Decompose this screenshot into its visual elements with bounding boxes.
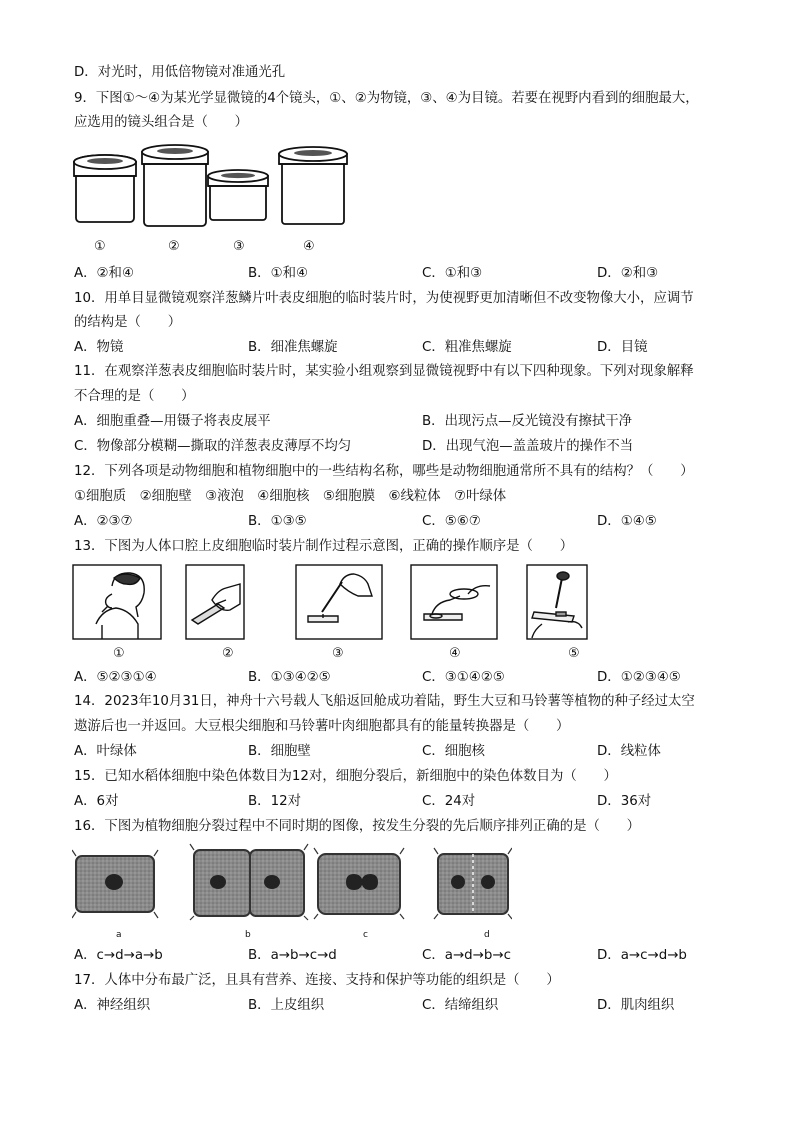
q9-option-b[interactable]: B．①和④ <box>248 266 308 281</box>
step-3-drip-liquid-icon <box>296 565 382 639</box>
cell-d-icon <box>434 848 512 919</box>
q14-option-a[interactable]: A．叶绿体 <box>74 744 137 759</box>
q16-option-b[interactable]: B．a→b→c→d <box>248 948 337 963</box>
lens-1-icon <box>74 155 136 222</box>
q14-stem-line2: 遨游后也一并返回。大豆根尖细胞和马铃薯叶肉细胞都具有的能量转换器是（ ） <box>74 719 570 734</box>
q13-label-2: ② <box>222 646 234 661</box>
q16-option-c[interactable]: C．a→d→b→c <box>422 948 511 963</box>
lens-4-icon <box>279 147 347 224</box>
q17-option-d[interactable]: D．肌肉组织 <box>597 998 675 1013</box>
q16-option-a[interactable]: A．c→d→a→b <box>74 948 163 963</box>
q9-label-1: ① <box>94 239 106 254</box>
q13-label-4: ④ <box>449 646 461 661</box>
step-4-cover-slip-icon <box>411 565 497 639</box>
lens-3-icon <box>208 170 268 220</box>
q17-option-a[interactable]: A．神经组织 <box>74 998 151 1013</box>
q13-option-a[interactable]: A．⑤②③①④ <box>74 670 157 685</box>
q16-label-c: c <box>363 930 368 940</box>
q9-label-3: ③ <box>233 239 245 254</box>
q13-option-b[interactable]: B．①③④②⑤ <box>248 670 331 685</box>
q14-option-b[interactable]: B．细胞壁 <box>248 744 311 759</box>
q16-stem-line1: 16．下图为植物细胞分裂过程中不同时期的图像，按发生分裂的先后顺序排列正确的是（ ） <box>74 819 641 834</box>
q13-option-c[interactable]: C．③①④②⑤ <box>422 670 505 685</box>
q11-stem-line1: 11．在观察洋葱表皮细胞临时装片时，某实验小组观察到显微镜视野中有以下四种现象。下列对现象解释 <box>74 364 694 379</box>
q16-label-a: a <box>116 930 122 940</box>
q13-label-1: ① <box>113 646 125 661</box>
q12-stem-line1: 12．下列各项是动物细胞和植物细胞中的一些结构名称，哪些是动物细胞通常所不具有的结构？（ ） <box>74 464 694 479</box>
q11-stem-line2: 不合理的是（ ） <box>74 389 195 404</box>
q11-option-d[interactable]: D．出现气泡—盖盖玻片的操作不当 <box>422 439 634 454</box>
q14-stem-line1: 14．2023年10月31日，神舟十六号载人飞船返回舱成功着陆，野生大豆和马铃薯等植物的种子经过太空 <box>74 694 695 709</box>
q10-option-b[interactable]: B．细准焦螺旋 <box>248 340 338 355</box>
q17-stem-line1: 17．人体中分布最广泛，且具有营养、连接、支持和保护等功能的组织是（ ） <box>74 973 560 988</box>
step-5-stain-icon <box>527 565 587 639</box>
q10-option-a[interactable]: A．物镜 <box>74 340 124 355</box>
q12-option-b[interactable]: B．①③⑤ <box>248 514 307 529</box>
q11-option-b[interactable]: B．出现污点—反光镜没有擦拭干净 <box>422 414 633 429</box>
q16-label-b: b <box>245 930 251 940</box>
q8-option-d: D．对光时，用低倍物镜对准通光孔 <box>74 65 286 80</box>
q13-label-5: ⑤ <box>568 646 580 661</box>
q12-option-a[interactable]: A．②③⑦ <box>74 514 133 529</box>
q11-option-a[interactable]: A．细胞重叠—用镊子将表皮展平 <box>74 414 271 429</box>
q12-stem-line2: ①细胞质 ②细胞壁 ③液泡 ④细胞核 ⑤细胞膜 ⑥线粒体 ⑦叶绿体 <box>74 489 507 504</box>
q12-option-d[interactable]: D．①④⑤ <box>597 514 657 529</box>
q10-stem-line2: 的结构是（ ） <box>74 315 182 330</box>
q14-option-c[interactable]: C．细胞核 <box>422 744 485 759</box>
q14-option-d[interactable]: D．线粒体 <box>597 744 661 759</box>
q9-option-c[interactable]: C．①和③ <box>422 266 483 281</box>
q15-stem-line1: 15．已知水稻体细胞中染色体数目为12对，细胞分裂后，新细胞中的染色体数目为（ ） <box>74 769 617 784</box>
q9-label-2: ② <box>168 239 180 254</box>
q9-stem-line1: 9．下图①～④为某光学显微镜的4个镜头，①、②为物镜，③、④为目镜。若要在视野内看到的细胞最大， <box>74 91 699 106</box>
cell-b-icon <box>190 844 308 920</box>
q16-cell-division-figure <box>72 842 512 922</box>
q10-option-d[interactable]: D．目镜 <box>597 340 648 355</box>
q9-label-4: ④ <box>303 239 315 254</box>
q16-option-d[interactable]: D．a→c→d→b <box>597 948 687 963</box>
q13-label-3: ③ <box>332 646 344 661</box>
cell-a-icon <box>72 850 158 918</box>
q10-option-c[interactable]: C．粗准焦螺旋 <box>422 340 512 355</box>
q13-option-d[interactable]: D．①②③④⑤ <box>597 670 681 685</box>
q11-option-c[interactable]: C．物像部分模糊—撕取的洋葱表皮薄厚不均匀 <box>74 439 352 454</box>
lens-2-icon <box>142 145 208 226</box>
q9-stem-line2: 应选用的镜头组合是（ ） <box>74 115 249 130</box>
q17-option-b[interactable]: B．上皮组织 <box>248 998 325 1013</box>
q15-option-c[interactable]: C．24对 <box>422 794 476 809</box>
q15-option-d[interactable]: D．36对 <box>597 794 652 809</box>
q13-stem-line1: 13．下图为人体口腔上皮细胞临时装片制作过程示意图，正确的操作顺序是（ ） <box>74 539 574 554</box>
q17-option-c[interactable]: C．结缔组织 <box>422 998 499 1013</box>
q9-option-a[interactable]: A．②和④ <box>74 266 134 281</box>
q13-procedure-figure <box>72 564 588 640</box>
q12-option-c[interactable]: C．⑤⑥⑦ <box>422 514 481 529</box>
cell-c-icon <box>314 848 404 919</box>
q9-option-d[interactable]: D．②和③ <box>597 266 659 281</box>
step-1-rinse-mouth-icon <box>73 565 161 639</box>
q15-option-a[interactable]: A．6对 <box>74 794 119 809</box>
q16-label-d: d <box>484 930 490 940</box>
q10-stem-line1: 10．用单目显微镜观察洋葱鳞片叶表皮细胞的临时装片时，为使视野更加清晰但不改变物像大小，应调节 <box>74 291 694 306</box>
q9-lens-figure <box>70 140 360 232</box>
step-2-wipe-slide-icon <box>186 565 244 639</box>
q15-option-b[interactable]: B．12对 <box>248 794 302 809</box>
